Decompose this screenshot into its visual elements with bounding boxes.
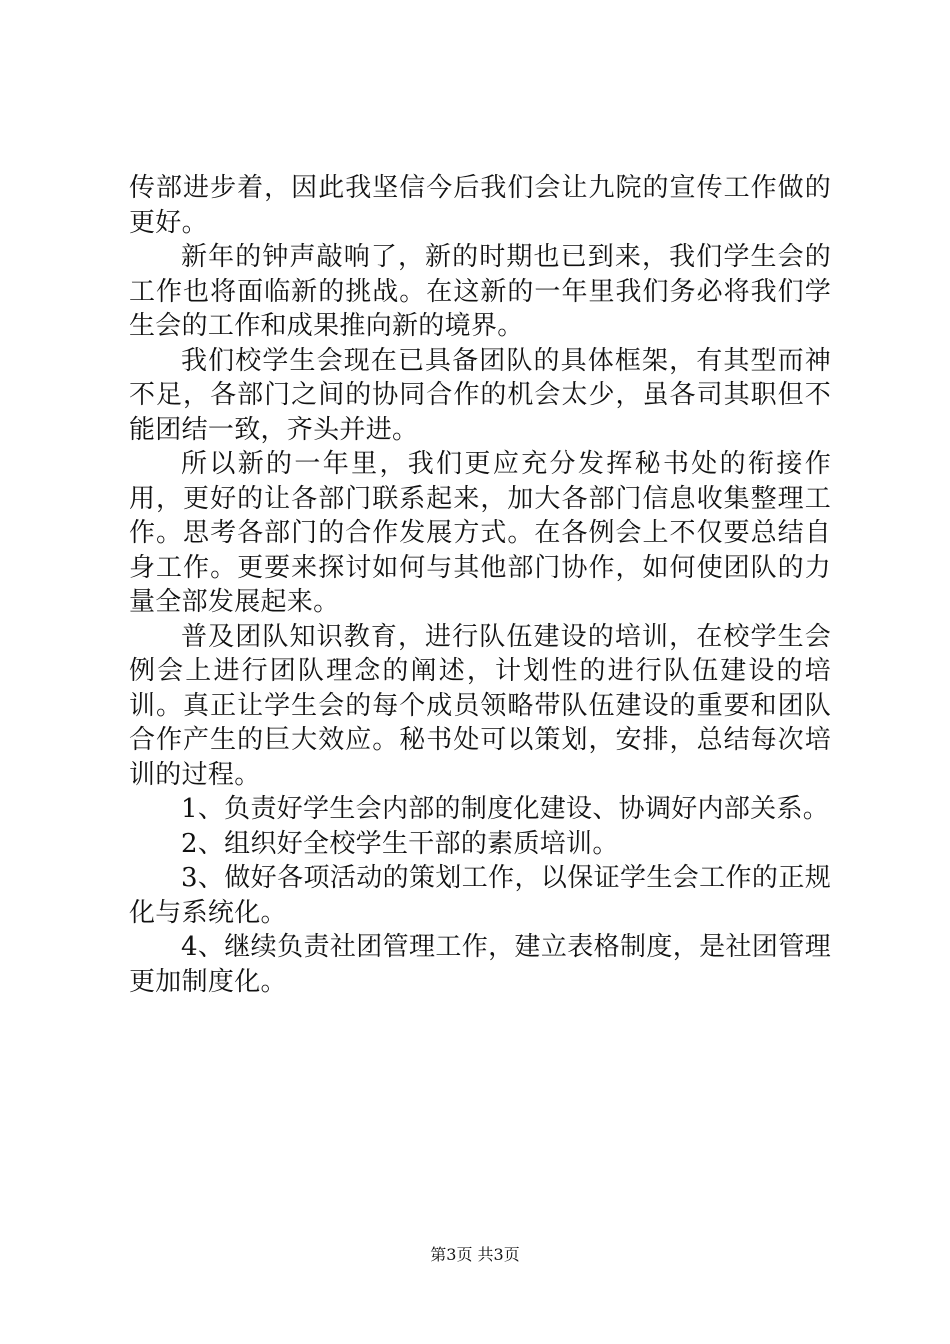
list-item-2: 2、组织好全校学生干部的素质培训。: [181, 828, 619, 859]
list-item-1: 1、负责好学生会内部的制度化建设、协调好内部关系。: [181, 794, 830, 824]
paragraph-continuation: 传部进步着，因此我坚信今后我们会让九院的宣传工作做的更好。: [129, 173, 831, 238]
paragraph-team-framework: 我们校学生会现在已具备团队的具体框架，有其型而神不足，各部门之间的协同合作的机会太少，虽各司其职但不能团结一致，齐头并进。: [129, 345, 831, 445]
list-item-3: 3、做好各项活动的策划工作，以保证学生会工作的正规化与系统化。: [129, 863, 831, 928]
paragraph-new-year: 新年的钟声敲响了，新的时期也已到来，我们学生会的工作也将面临新的挑战。在这新的一年里我们务必将我们学生会的工作和成果推向新的境界。: [129, 242, 831, 341]
document-body: [129, 171, 831, 999]
paragraph-secretariat-role: 所以新的一年里，我们更应充分发挥秘书处的衔接作用，更好的让各部门联系起来，加大各部门信息收集整理工作。思考各部门的合作发展方式。在各例会上不仅要总结自身工作。更要来探讨如何与其他部门协作，如何使团队的力量全部发展起来。: [129, 449, 831, 617]
paragraph-team-training: 普及团队知识教育，进行队伍建设的培训，在校学生会例会上进行团队理念的阐述，计划性的进行队伍建设的培训。真正让学生会的每个成员领略带队伍建设的重要和团队合作产生的巨大效应。秘书处可以策划，安排，总结每次培训的过程。: [129, 621, 831, 790]
list-item-4: 4、继续负责社团管理工作，建立表格制度，是社团管理更加制度化。: [129, 932, 831, 997]
page-number-footer: 第3页 共3页: [430, 1245, 520, 1264]
